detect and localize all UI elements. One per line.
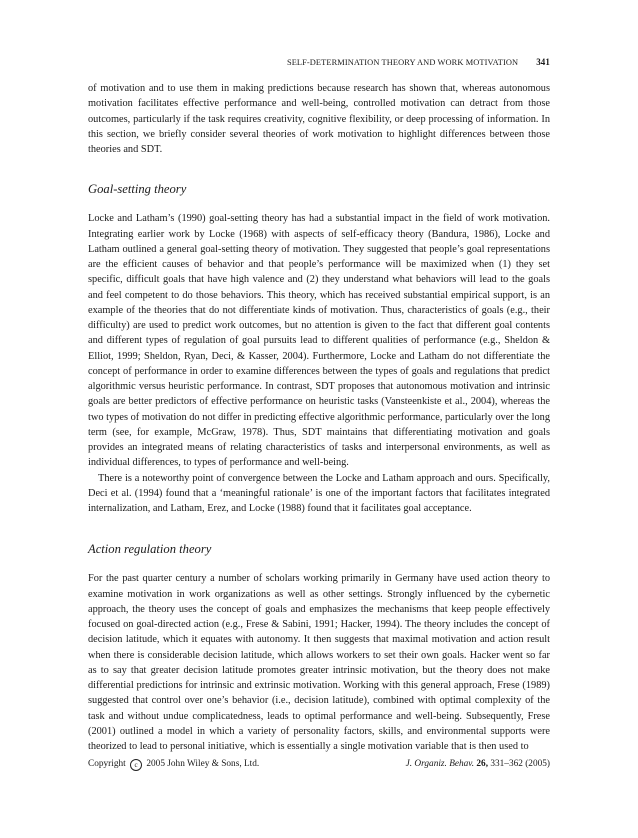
running-head (88, 57, 550, 67)
intro-paragraph: of motivation and to use them in making predictions because research has shown that, whereas autonomous motivation facilitates effective performance and well-being, controlled motivation can detract from those outcomes, particularly if the task requires creativity, cognitive flexibility, or deep processing of information. In this section, we briefly consider several theories of work motivation to highlight differences between those theories and SDT. (88, 83, 550, 155)
copyright-icon: c (130, 759, 142, 771)
section-heading-action-regulation: Action regulation theory (88, 542, 212, 557)
copyright-prefix: Copyright (88, 759, 126, 769)
journal-citation (406, 759, 550, 771)
page-footer (88, 759, 550, 771)
goal-setting-paragraph-1: Locke and Latham’s (1990) goal-setting theory has had a substantial impact in the field of work motivation. Integrating earlier work by Locke (1968) with aspects of self-efficacy theory (Bandura, 1986), Locke and Latham outlined a general goal-setting theory of motivation. They suggested that people’s goal representations are the efficient causes of behavior and that people’s performance will be maximized when (1) they set specific, difficult goals that have high valence and (2) they understand what behaviors will lead to the goals and feel competent to do those behaviors. This theory, which has received substantial empirical support, is an example of the theories that do not differentiate kinds of motivation. Thus, characteristics of goals (e.g., their difficulty) are used to predict work outcomes, but no attention is given to the fact that different goal contents and different types of regulation of goal pursuits lead to different qualities of performance (e.g., Sheldon & Elliot, 1999; Sheldon, Ryan, Deci, & Kasser, 2004). Furthermore, Locke and Latham do not differentiate the concept of performance in order to examine differences between the types of goals and regulations that predict algorithmic versus heuristic performance. In contrast, SDT proposes that autonomous motivation and intrinsic goals are better predictors of effective performance on heuristic tasks (Vansteenkiste et al., 2004), whereas the two types of motivation do not differ in predicting effective algorithmic performance, particularly over the long term (see, for example, McGraw, 1978). Thus, SDT maintains that differentiating motivation and goals provides an integrated means of relating characteristics of tasks and interpersonal environments, as well as individual differences, to types of performance and well-being. (88, 213, 550, 469)
action-regulation-paragraph-1: For the past quarter century a number of scholars working primarily in Germany have used action theory to examine motivation in work organizations as well as other settings. Strongly influenced by the cybernetic approach, the theory uses the concept of goals and emphasizes the mechanisms that keep people effectively focused on goal-directed action (e.g., Frese & Sabini, 1991; Hacker, 1994). The theory includes the concept of decision latitude, which it equates with autonomy. It then suggests that maximal motivation and action result when there is considerable decision latitude, which allows workers to set their own goals. Hacker went so far as to say that greater decision latitude promotes greater intrinsic motivation, but the theory does not make differential predictions for intrinsic and extrinsic motivation. Working with this general approach, Frese (1989) suggested that control over one’s behavior (i.e., decision latitude), combined with optimal complexity of the task and without undue complicatedness, leads to optimal performance and well-being. Subsequently, Frese (2001) outlined a model in which a variety of personality factors, skills, and environmental supports were theorized to lead to personal initiative, which is essentially a single motivation variable that is then used to (88, 573, 550, 752)
article-body (88, 81, 550, 754)
copyright-notice (88, 759, 259, 771)
section-heading-goal-setting: Goal-setting theory (88, 182, 187, 197)
journal-name: J. Organiz. Behav. (405, 759, 475, 769)
running-head-title: SELF-DETERMINATION THEORY AND WORK MOTIVATION (286, 58, 519, 67)
goal-setting-paragraph-2: There is a noteworthy point of convergence between the Locke and Latham approach and ours. Specifically, Deci et al. (1994) found that a ‘meaningful rationale’ is one of the important factors that facilitates integrated internalization, and Latham, Erez, and Locke (1988) found that it facilitates goal acceptance. (88, 472, 550, 514)
page-number: 341 (536, 57, 550, 67)
journal-volume: 26, (476, 759, 489, 769)
copyright-text: 2005 John Wiley & Sons, Ltd. (146, 759, 260, 769)
journal-pages: 331–362 (2005) (490, 759, 550, 769)
